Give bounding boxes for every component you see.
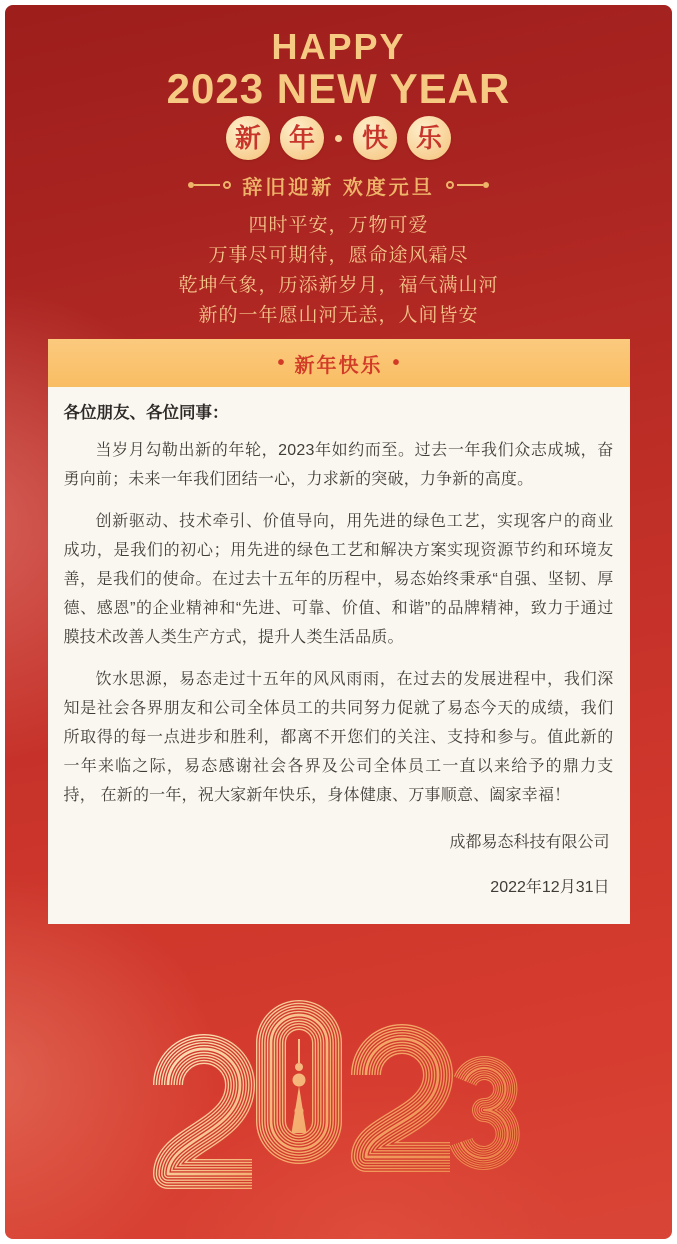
signature-date: 2022年12月31日 [490, 879, 610, 896]
ribbon-ring-icon [446, 181, 454, 189]
new-year-medallions [5, 115, 672, 161]
medallion-le [407, 116, 451, 160]
striped-digits [168, 1015, 508, 1174]
medallion-char: 年 [288, 123, 315, 153]
blessing-poem [5, 211, 672, 331]
year-graphic-wrap [5, 993, 672, 1213]
title-2023-new-year: 2023 NEW YEAR [166, 65, 511, 112]
ribbon-line-icon [194, 184, 220, 186]
poem-line: 新的一年愿山河无恙，人间皆安 [198, 305, 479, 326]
english-title [5, 5, 672, 111]
medallion-nian [280, 116, 324, 160]
title-dot-icon: • [277, 351, 285, 374]
medallion-char: 新 [234, 123, 261, 153]
poem-line: 四时平安，万物可爱 [248, 215, 429, 236]
signature-company: 成都易态科技有限公司 [449, 834, 610, 851]
letter-card [48, 339, 630, 924]
letter-paragraph-2: 创新驱动、技术牵引、价值导向，用先进的绿色工艺，实现客户的商业成功，是我们的初心；用先进的绿色工艺和解决方案实现资源节约和环境友善，是我们的使命。在过去十五年的历程中，易态始终秉承“自强、坚韧、厚德、感恩”的企业精神和“先进、可靠、价值、和谐”的品牌精神，致力于通过膜技术改善人类生产方式，提升人类生活品质。 [63, 513, 614, 646]
letter-paragraph-3: 饮水思源，易态走过十五年的风风雨雨，在过去的发展进程中，我们深知是社会各界朋友和公司全体员工的共同努力促就了易态今天的成绩，我们所取得的每一点进步和胜利，都离不开您们的关注、支持和参与。值此新的一年来临之际，易态感谢社会各界及公司全体员工一直以来给予的鼎力支持， 在新的一年，祝大家新年快乐，身体健康、万事顺意、阖家幸福！ [63, 671, 614, 804]
medallion-char: 快 [361, 123, 388, 153]
card-header [48, 339, 630, 387]
year-2023-striped-graphic [144, 993, 534, 1213]
medallion-char: 乐 [415, 123, 442, 153]
dot-separator-icon [335, 135, 342, 142]
medallion-xin [226, 116, 270, 160]
poem-line: 万事尽可期待，愿命途风霜尽 [208, 245, 469, 266]
ribbon-line-icon [457, 184, 483, 186]
medallion-kuai [353, 116, 397, 160]
ribbon-text: 辞旧迎新 欢度元旦 [242, 176, 435, 199]
title-dot-icon: • [392, 351, 400, 374]
ribbon-ring-icon [223, 181, 231, 189]
card-body [48, 387, 630, 924]
greeting-line: 各位朋友、各位同事： [63, 404, 229, 422]
card-title: 新年快乐 [294, 354, 383, 377]
ribbon-dot-icon [483, 182, 489, 188]
letter-paragraph-1: 当岁月勾勒出新的年轮，2023年如约而至。过去一年我们众志成城，奋勇向前；未来一年我们团结一心，力求新的突破，力争新的高度。 [63, 442, 614, 488]
new-year-poster [5, 5, 672, 1239]
poem-line: 乾坤气象，历添新岁月，福气满山河 [178, 275, 499, 296]
pearl-tower-icon [291, 1039, 306, 1133]
ribbon-banner [5, 173, 672, 197]
title-happy: HAPPY [271, 26, 406, 67]
